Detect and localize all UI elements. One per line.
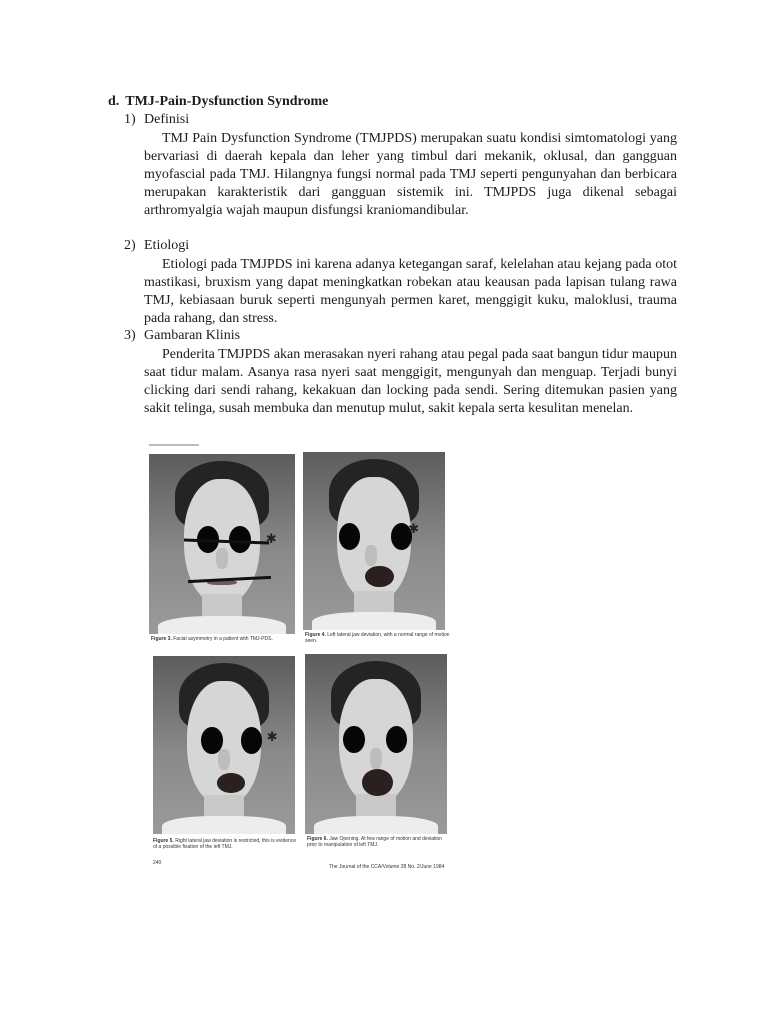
figure-3-text: Facial asymmetry in a patient with TMJ-PDS. [173,636,273,642]
definisi-label [124,112,189,128]
definisi-paragraph: TMJ Pain Dysfunction Syndrome (TMJPDS) merupakan suatu kondisi simtomatologi yang bervariasi di daerah kepala dan leher yang timbul dari mekanik, oklusal, dan gangguan myofascial pada TMJ. Hilangnya fungsi normal pada TMJ seperti pengunyahan dan berbicara merupakan karakteristik dari gangguan sistemik ini. TMJPDS juga dikenal sebagai arthromyalgia wajah maupun disfungsi kraniomandibular. [144,131,677,218]
definisi-number: 1) [124,112,136,127]
plate-header-rule [149,444,199,446]
figure-3-caption [151,636,301,642]
figure-6-photo [305,654,447,834]
figure-3-label: Figure 3. [151,636,172,642]
etiologi-paragraph: Etiologi pada TMJPDS ini karena adanya ketegangan saraf, kelelahan atau kejang pada otot mastikasi, bruxism yang dapat meningkatkan robekan atau keausan pada lapisan tulang rawa TMJ, kebiasaan buruk seperti mengunyah permen karet, menggigit kuku, maloklusi, trauma pada rahang, dan stress. [144,257,677,326]
figure-6-label: Figure 6. [307,836,328,842]
figure-4-photo: ✱ [303,452,445,630]
figure-4-caption [305,632,451,644]
etiologi-number: 2) [124,238,136,253]
heading-title: TMJ-Pain-Dysfunction Syndrome [125,94,329,109]
definisi-title: Definisi [144,112,190,127]
figure-5-text: Right lateral jaw deviation is restricted, this is evidence of a possible fixation of the left TMJ. [153,838,297,850]
etiologi-label [124,238,189,254]
gambaran-klinis-number: 3) [124,328,136,343]
figure-3-photo: ✱ [149,454,295,634]
journal-reference: The Journal of the CCA/Volume 28 No. 2/June 1984 [329,864,445,870]
gambaran-klinis-label [124,328,240,344]
figure-5-caption [153,838,299,850]
section-heading [108,94,328,110]
figure-4-text: Left lateral jaw deviation, with a normal range of motion seen. [305,632,450,644]
etiologi-title: Etiologi [144,238,190,253]
figure-4-label: Figure 4. [305,632,326,638]
figure-6-caption [307,836,453,848]
figure-5-label: Figure 5. [153,838,174,844]
page-number: 240 [153,860,162,866]
figure-5-photo: ✱ [153,656,295,834]
gambaran-klinis-title: Gambaran Klinis [144,328,241,343]
gambaran-klinis-paragraph: Penderita TMJPDS akan merasakan nyeri rahang atau pegal pada saat bangun tidur maupun saat tidur malam. Asanya rasa nyeri saat menggigit, mengunyah dan menguap. Terjadi bunyi clicking dari sendi rahang, kekakuan dan locking pada sendi. Sering ditemukan pasien yang sakit telinga, susah membuka dan menutup mulut, sakit kepala serta kesulitan menelan. [144,347,677,416]
heading-letter: d. [108,94,120,109]
figure-plate [145,440,455,872]
figure-6-text: Jaw Opening. At few range of motion and deviation prior to manipulation of left TMJ. [307,836,443,848]
